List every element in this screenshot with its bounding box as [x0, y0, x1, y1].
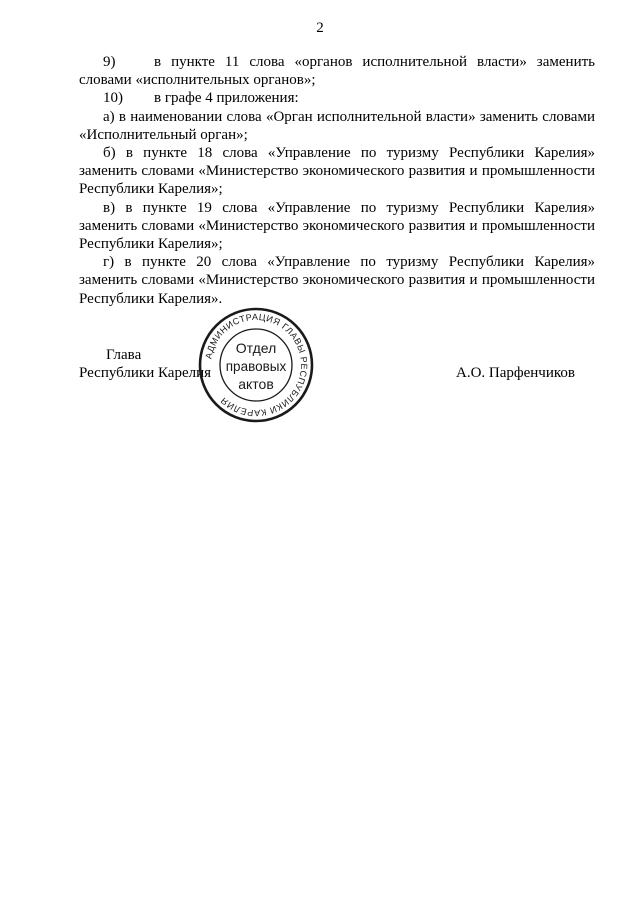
signature-organization: Республики Карелия: [79, 365, 212, 381]
stamp-center-line2: правовых: [225, 359, 287, 374]
stamp-center-line1: Отдел: [235, 340, 277, 356]
subitem-g: г) в пункте 20 слова «Управление по туризму Республики Карелия» заменить словами «Министерство экономического развития и промышленности Республики Карелия».: [79, 254, 595, 307]
subitem-a: а) в наименовании слова «Орган исполнительной власти» заменить словами «Исполнительный орган»;: [79, 108, 595, 143]
amendment-item-10: [79, 89, 595, 107]
subitem-v: в) в пункте 19 слова «Управление по туризму Республики Карелия» заменить словами «Министерство экономического развития и промышленности Республики Карелия»;: [79, 199, 595, 253]
stamp-center-line3: актов: [238, 376, 274, 392]
signatory-name: А.О. Парфенчиков: [456, 365, 575, 381]
stamp-ring-text: АДМИНИСТРАЦИЯ ГЛАВЫ РЕСПУБЛИКИ КАРЕЛИЯ: [203, 311, 310, 419]
subitem-b: б) в пункте 18 слова «Управление по туризму Республики Карелия» заменить словами «Министерство экономического развития и промышленности Республики Карелия»;: [79, 145, 595, 198]
item-text: в пункте 11 слова «органов исполнительной власти» заменить словами «исполнительных органов»;: [79, 54, 595, 89]
signature-title: Глава: [106, 347, 142, 363]
amendment-item-9: [79, 53, 595, 89]
page-number: 2: [316, 20, 324, 36]
document-body: [79, 53, 595, 308]
item-number: 9): [103, 54, 116, 70]
stamp-seal: [196, 305, 316, 425]
item-number: 10): [103, 90, 123, 107]
item-text: в графе 4 приложения:: [154, 90, 299, 107]
